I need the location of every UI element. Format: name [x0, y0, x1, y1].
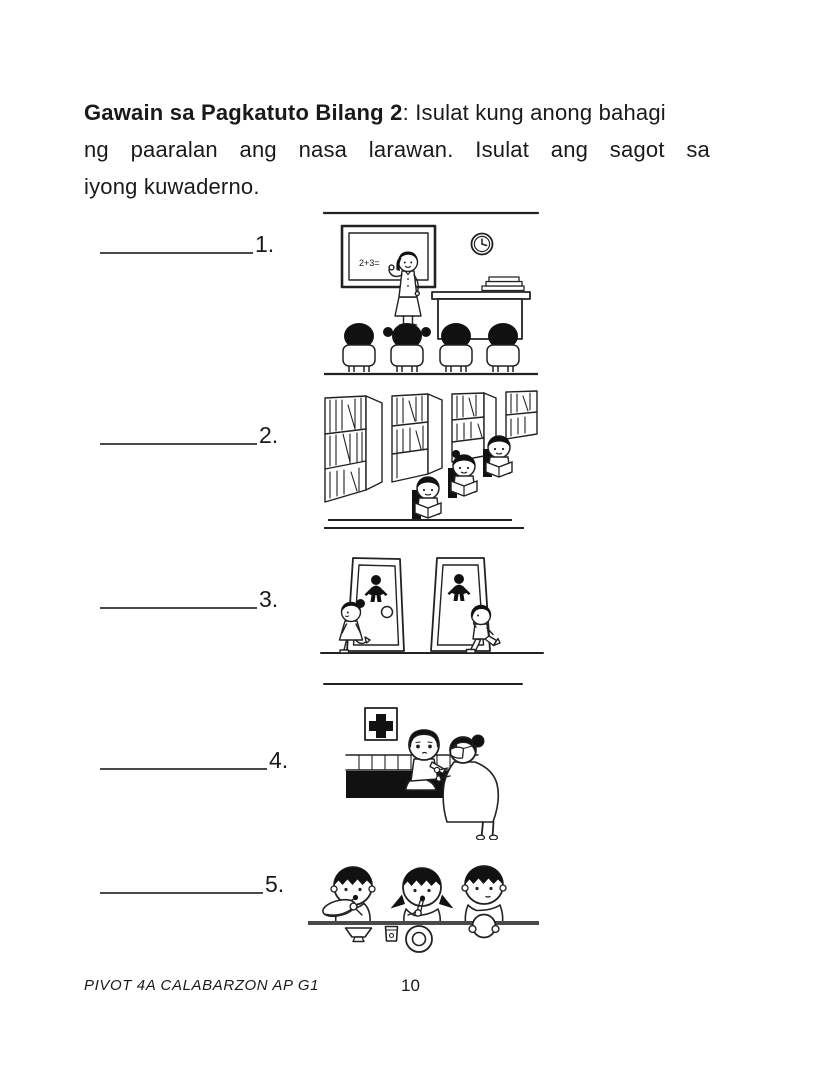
item-figure-2 — [322, 388, 540, 532]
face-mask — [451, 747, 464, 758]
clinic-illustration — [342, 700, 528, 840]
item-number-5: 5. — [265, 871, 285, 897]
footer-page-number: 10 — [401, 976, 420, 995]
item-figure-5 — [303, 852, 543, 956]
instructions-line-1 — [84, 94, 710, 131]
blackboard — [342, 226, 435, 287]
blackboard-text: 2+3= — [359, 258, 380, 268]
doorknob-icon — [382, 607, 393, 618]
activity-title-rest: : Isulat kung anong bahagi — [402, 100, 666, 125]
answer-blank-2 — [100, 417, 279, 448]
books-stack — [482, 286, 524, 291]
table-edge — [308, 921, 539, 925]
item-figure-3 — [318, 548, 546, 690]
nurse-figure — [434, 735, 498, 840]
footer-source-label: PIVOT 4A CALABARZON AP G1 — [84, 977, 320, 994]
instructions-line-3: iyong kuwaderno. — [84, 174, 260, 199]
students-figures — [343, 323, 519, 372]
cup-icon — [386, 927, 398, 942]
answer-blank-4 — [100, 742, 289, 773]
item-number-4: 4. — [269, 747, 289, 773]
answer-blank-3 — [100, 581, 279, 612]
answer-line-2 — [100, 417, 257, 445]
answer-blank-5 — [100, 866, 285, 897]
restroom-illustration — [318, 548, 546, 690]
activity-instructions — [84, 94, 710, 205]
item-figure-4 — [342, 700, 528, 840]
instructions-line-2: ng paaralan ang nasa larawan. Isulat ang sagot sa — [84, 137, 710, 162]
item-number-2: 2. — [259, 422, 279, 448]
canteen-illustration — [303, 852, 543, 956]
answer-line-1 — [100, 226, 253, 254]
plate-icon — [406, 926, 432, 952]
answer-blank-1 — [100, 226, 275, 257]
classroom-illustration — [322, 206, 540, 378]
eating-child-1 — [321, 867, 375, 923]
activity-title: Gawain sa Pagkatuto Bilang 2 — [84, 100, 403, 125]
library-illustration — [322, 388, 540, 532]
person-sign-icons — [365, 574, 471, 602]
eating-child-2 — [391, 868, 454, 923]
answer-line-3 — [100, 581, 257, 609]
teacher-desk — [432, 292, 530, 299]
item-number-1: 1. — [255, 231, 275, 257]
answer-line-4 — [100, 742, 267, 770]
item-figure-1 — [322, 206, 540, 378]
answer-line-5 — [100, 866, 263, 894]
item-number-3: 3. — [259, 586, 279, 612]
bowl-icon — [346, 928, 372, 942]
